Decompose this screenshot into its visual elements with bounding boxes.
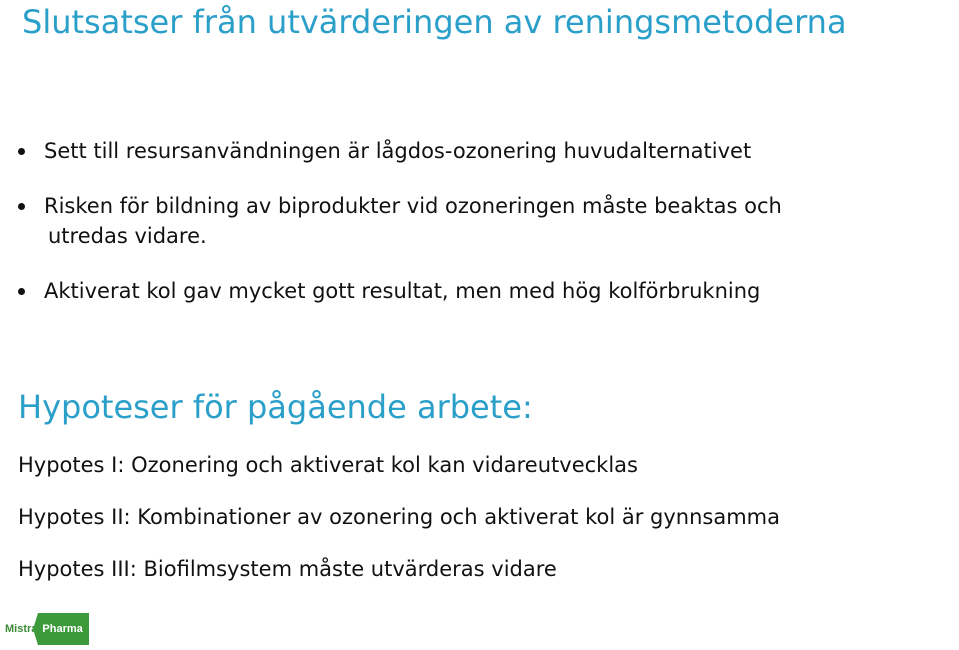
- hypothesis-1: Hypotes I: Ozonering och aktiverat kol kan vidareutvecklas: [18, 453, 638, 477]
- logo-green-box: [38, 613, 88, 645]
- bullet-text-continuation: utredas vidare.: [48, 224, 207, 248]
- bullet-dot-icon: [18, 288, 25, 295]
- section-subtitle: Hypoteser för pågående arbete:: [18, 388, 533, 426]
- bullet-item: [16, 276, 951, 306]
- bullet-item: [16, 136, 951, 166]
- bullet-text: Aktiverat kol gav mycket gott resultat, men med hög kolförbrukning: [44, 279, 761, 303]
- bullet-text: Risken för bildning av biprodukter vid ozoneringen måste beaktas och: [44, 194, 782, 218]
- bullet-item: [16, 191, 951, 251]
- bullet-dot-icon: [18, 203, 25, 210]
- mistra-pharma-logo: [5, 613, 89, 645]
- bullet-text: Sett till resursanvändningen är lågdos-ozonering huvudalternativet: [44, 139, 752, 163]
- hypothesis-2: Hypotes II: Kombinationer av ozonering och aktiverat kol är gynnsamma: [18, 505, 780, 529]
- bullet-list: [16, 136, 951, 331]
- hypothesis-3: Hypotes III: Biofilmsystem måste utvärderas vidare: [18, 557, 557, 581]
- bullet-dot-icon: [18, 148, 25, 155]
- slide-title: Slutsatser från utvärderingen av reningsmetoderna: [22, 3, 847, 41]
- logo-text-pharma: Pharma: [42, 623, 83, 635]
- logo-text-mistra: Mistra: [5, 623, 38, 635]
